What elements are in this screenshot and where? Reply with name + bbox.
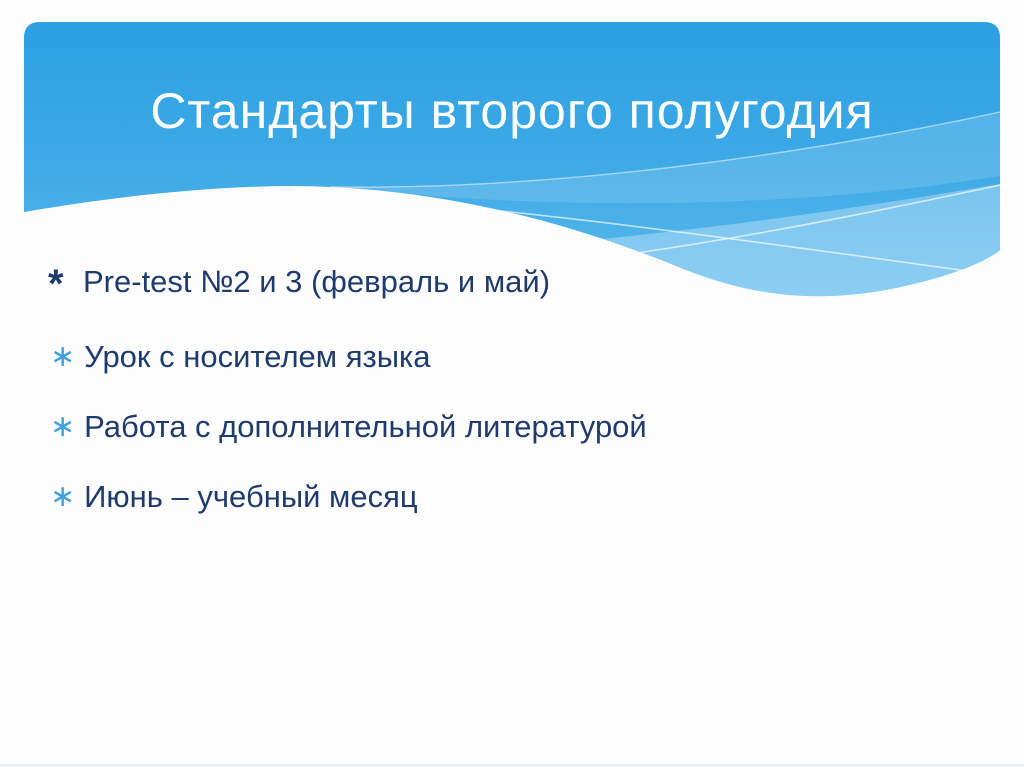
- bullet-text: Урок с носителем языка: [84, 339, 431, 374]
- list-item: [48, 407, 968, 446]
- asterisk-bullet-icon: *: [48, 262, 64, 306]
- bullet-text: Июнь – учебный месяц: [84, 479, 418, 514]
- list-item: [48, 477, 968, 516]
- bullet-text: Pre-test №2 и 3 (февраль и май): [83, 264, 551, 299]
- bullet-list: [48, 262, 968, 547]
- asterisk-bullet-icon: ∗: [50, 340, 76, 373]
- bullet-text: Работа с дополнительной литературой: [84, 409, 647, 444]
- asterisk-bullet-icon: ∗: [50, 480, 76, 513]
- list-item: [48, 262, 968, 306]
- list-item: [48, 337, 968, 376]
- slide-title: Стандарты второго полугодия: [150, 83, 874, 139]
- asterisk-bullet-icon: ∗: [50, 410, 76, 443]
